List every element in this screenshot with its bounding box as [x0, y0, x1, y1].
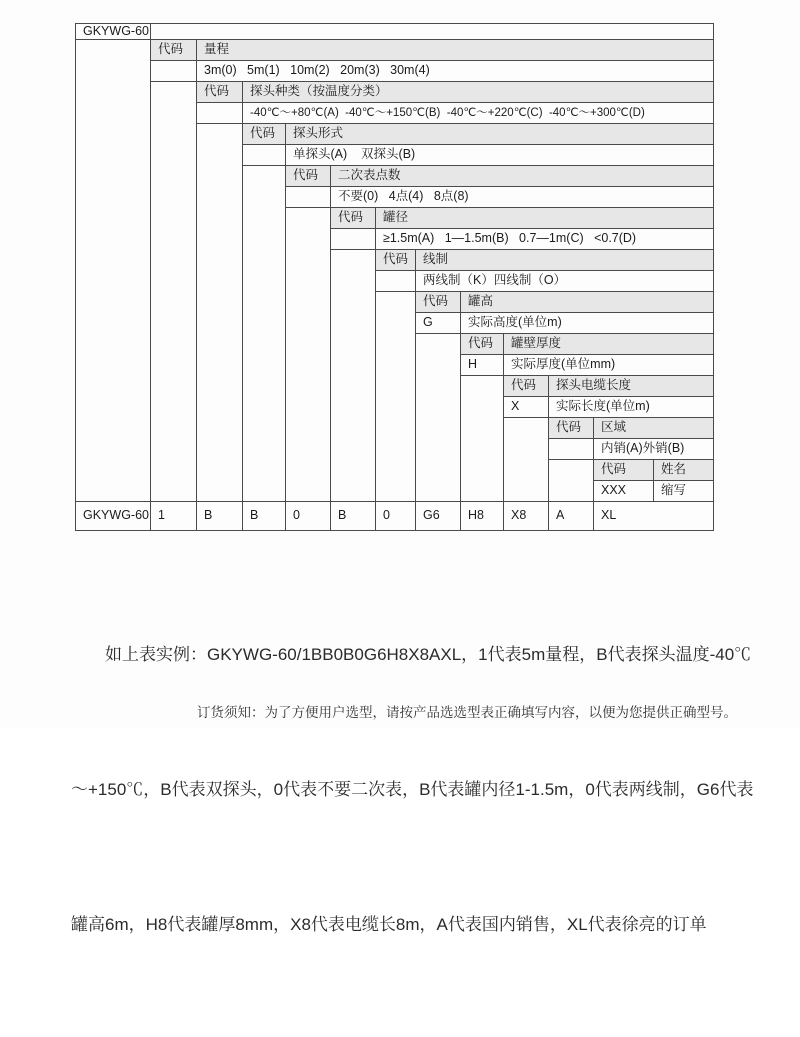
code-header-cell: 代码 [504, 376, 549, 397]
level-options-cell: 实际厚度(单位mm) [504, 355, 714, 376]
level-label-cell: 姓名 [654, 460, 714, 481]
level-options-cell: 缩写 [654, 481, 714, 502]
stair-spacer [243, 166, 286, 502]
level-label-cell: 二次表点数 [331, 166, 714, 187]
level-label-cell: 区域 [594, 418, 714, 439]
level-code-cell: X [504, 397, 549, 418]
example-explanation [71, 542, 754, 1037]
level-label-cell: 罐径 [376, 208, 714, 229]
level-label-cell: 探头种类（按温度分类） [243, 82, 714, 103]
stair-spacer [376, 292, 416, 502]
level-code-cell: H [461, 355, 504, 376]
model-row-spacer [151, 24, 714, 40]
stair-spacer [331, 250, 376, 502]
stair-spacer [286, 208, 331, 502]
code-header-cell: 代码 [243, 124, 286, 145]
example-explanation-line: 如上表实例：GKYWG-60/1BB0B0G6H8X8AXL，1代表5m量程，B代表探头温度-40℃ [105, 645, 752, 664]
code-header-cell: 代码 [151, 40, 197, 61]
example-code-cell: 1 [151, 502, 197, 531]
model-cell: GKYWG-60 [76, 24, 151, 40]
example-explanation-line: 罐高6m，H8代表罐厚8mm，X8代表电缆长8m，A代表国内销售，XL代表徐亮的订单 [71, 915, 707, 934]
stair-spacer [197, 124, 243, 502]
level-options-cell: 内销(A)外销(B) [594, 439, 714, 460]
example-model-cell: GKYWG-60 [76, 502, 151, 531]
code-header-cell: 代码 [416, 292, 461, 313]
code-header-cell: 代码 [376, 250, 416, 271]
code-value-cell [376, 271, 416, 292]
example-code-cell: B [243, 502, 286, 531]
level-label-cell: 线制 [416, 250, 714, 271]
selection-table [75, 23, 714, 531]
stair-spacer [461, 376, 504, 502]
example-code-cell: G6 [416, 502, 461, 531]
code-value-cell [197, 103, 243, 124]
level-options-cell: 两线制（K）四线制（O） [416, 271, 714, 292]
code-header-cell: 代码 [197, 82, 243, 103]
order-note: 订货须知：为了方便用户选型，请按产品选选型表正确填写内容，以便为您提供正确型号。 [197, 705, 737, 720]
example-code-cell: XL [594, 502, 714, 531]
level-label-cell: 量程 [197, 40, 714, 61]
code-value-cell [243, 145, 286, 166]
level-options-cell: 实际长度(单位m) [549, 397, 714, 418]
example-code-cell: B [197, 502, 243, 531]
level-options-cell: 3m(0) 5m(1) 10m(2) 20m(3) 30m(4) [197, 61, 714, 82]
level-code-cell: XXX [594, 481, 654, 502]
level-label-cell: 探头形式 [286, 124, 714, 145]
code-value-cell [286, 187, 331, 208]
level-options-cell: 单探头(A) 双探头(B) [286, 145, 714, 166]
code-header-cell: 代码 [594, 460, 654, 481]
stair-spacer [151, 82, 197, 502]
example-code-cell: A [549, 502, 594, 531]
level-label-cell: 罐壁厚度 [504, 334, 714, 355]
code-header-cell: 代码 [286, 166, 331, 187]
level-label-cell: 探头电缆长度 [549, 376, 714, 397]
level-options-cell: 不要(0) 4点(4) 8点(8) [331, 187, 714, 208]
stair-spacer [504, 418, 549, 502]
example-code-cell: 0 [376, 502, 416, 531]
example-code-cell: B [331, 502, 376, 531]
level-options-cell: -40℃～+80℃(A) -40℃～+150℃(B) -40℃～+220℃(C) -40℃～+300℃(D) [243, 103, 714, 124]
code-header-cell: 代码 [549, 418, 594, 439]
code-value-cell [151, 61, 197, 82]
example-code-cell: 0 [286, 502, 331, 531]
level-label-cell: 罐高 [461, 292, 714, 313]
stair-spacer [416, 334, 461, 502]
code-header-cell: 代码 [331, 208, 376, 229]
level-code-cell: G [416, 313, 461, 334]
example-code-cell: H8 [461, 502, 504, 531]
code-value-cell [331, 229, 376, 250]
code-header-cell: 代码 [461, 334, 504, 355]
stair-spacer [76, 40, 151, 502]
stair-spacer [549, 460, 594, 502]
example-code-cell: X8 [504, 502, 549, 531]
level-options-cell: 实际高度(单位m) [461, 313, 714, 334]
level-options-cell: ≥1.5m(A) 1—1.5m(B) 0.7—1m(C) <0.7(D) [376, 229, 714, 250]
example-explanation-line: ～+150℃，B代表双探头，0代表不要二次表，B代表罐内径1-1.5m，0代表两线制，G6代表 [71, 780, 754, 799]
code-value-cell [549, 439, 594, 460]
